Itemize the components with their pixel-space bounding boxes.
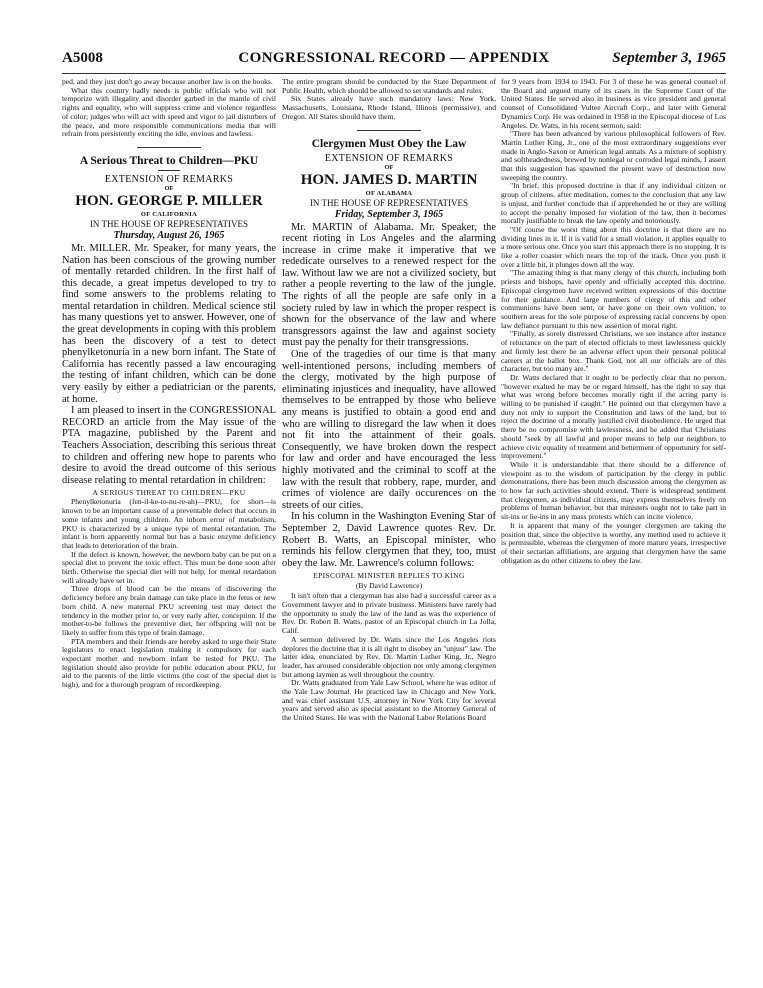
column-1 [62, 78, 276, 978]
member-name: HON. JAMES D. MARTIN [300, 171, 478, 188]
extension-heading: EXTENSION OF REMARKS [104, 173, 234, 185]
paragraph: "Finally, as sorely distressed Christians, we see instance after instance of reluctance on the part of elected officials to meet lawlessness quickly and firmly lest there be an adverse effect upon their personal political careers at the ballot box. Thank God, not all our officials are of this character, but too many are." [501, 329, 726, 374]
extension-heading: EXTENSION OF REMARKS [324, 152, 454, 164]
paragraph: While it is understandable that there should be a difference of viewpoint as to the wisdom of participation by the clergy in public demonstrations, there has been much discussion among the clergymen as to how far such activities should extend. There is widespread sentiment that clergymen, as individual citizens, may express themselves freely on problems of human behavior, but that ministers ought not to take part in sit-ins or lie-ins in any mass protests which can incite violence. [501, 459, 726, 522]
page-header [62, 50, 726, 72]
title-divider [158, 170, 180, 171]
paragraph: Mr. MILLER. Mr. Speaker, for many years, the Nation has been conscious of the growing number of mentally retarded children. In the first half of this decade, a great impetus developed to try to find some answers to the problems relating to mental retardation in children. Medical science stil has many questions yet to answer. However, one of the great developments in coping with this problem has been the discovery of a test to detect phenylketonuria in a new born infant. The State of California has recently passed a law encouraging the testing of infant children, which can be done very easily by either a pediatrician or the parents, at home. [62, 242, 276, 405]
of-label: OF [164, 184, 174, 192]
paragraph: The entire program should be conducted by the State Department of Public Health, which should be allowed to set standards and rules. [282, 78, 496, 95]
paragraph: I am pleased to insert in the CONGRESSIONAL RECORD an article from the May issue of the PTA magazine, published by the Parent and Teachers Association, describing this serious threat to children and offering new hope to parents who desire to avoid the dread outcome of this serious disease relating to mental retardation in children: [62, 405, 276, 486]
paragraph: Six States already have such mandatory laws: New York, Massachusetts, Louisiana, Rhode Island, Illinois (permissive), and Oregon. All States should have them. [282, 94, 496, 121]
paragraph: Phenylketonuria (fen-il-ke-to-nu-re-ah)—PKU, for short—is known to be an important cause of a preventable defect that occurs in some infants and young children. An inborn error of metabolism, PKU is characterized by a unique type of mental retardation. The infant is born apparently normal but has a basic enzyme deficiency that leads to deterioration of the brain. [62, 497, 276, 550]
article-title: EPISCOPAL MINISTER REPLIES TO KING [313, 571, 465, 581]
paragraph: Mr. MARTIN of Alabama. Mr. Speaker, the recent rioting in Los Angeles and the alarming increase in crime make it imperative that we rededicate ourselves to a renewed respect for the law. Without law we are not a civilized society, but rather a people reverting to the law of the jungle. The rights of all the people are safe only in a society ruled by law in which the proper respect is shown for the observance of the law and where transgressors against the law and against society must pay the penalty for their transgressions. [282, 221, 496, 349]
publication-title: CONGRESSIONAL RECORD — APPENDIX [238, 50, 550, 66]
paragraph: Three drops of blood can be the means of discovering the deficiency before any brain damage can take place in the fetus or new born child. A new maternal PKU screening test may detect the tendency in the mother prior to, or very early after, conception. If the mother-to-be follows the preventive diet, her offspring will not be likely to suffer from this type of brain damage. [62, 584, 276, 637]
paragraph: A sermon delivered by Dr. Watts since the Los Angeles riots deplores the doctrine that it is all right to disobey an "unjust" law. The latter idea, enunciated by Rev. Dr. Martin Luther King, Jr., Negro leader, has aroused considerable objection not only among clergymen but among laymen as well throughout the country. [282, 634, 496, 679]
member-state: OF ALABAMA [365, 189, 413, 197]
paragraph: One of the tragedies of our time is that many well-intentioned persons, including members of the clergy, motivated by the high purpose of eliminating injustices and inequality, have allowed themselves to be entrapped by those who believe any means is justified to obtain a good end and who are willing to disregard the law when it does not fit into the attainment of their goals. Consequently, we have broken down the respect for law and order and have encouraged the less highly motivated and the criminal to scoff at the law with the result that robbery, rape, murder, and crimes of violence are daily occurences on the streets of our cities. [282, 349, 496, 511]
paragraph: PTA members and their friends are hereby asked to urge their State legislators to enact legislation making it compulsory for each expectant mother and newborn infant be tested for PKU. The legislation should also provide for public education about PKU, for aid to the parents of the little victims (the cost of the special diet is high), and for a thorough program of recordkeeping. [62, 636, 276, 690]
remarks-date: Friday, September 3, 1965 [334, 208, 444, 220]
paragraph: Dr. Watts graduated from Yale Law School, where he was editor of the Yale Law Journal. He practiced law in Chicago and New York, and was chief assistant U.S. attorney in New York City for several years and served also as special assistant to the Attorney General of the United States. He was with the National Labor Relations Board [282, 678, 496, 723]
section-title: A Serious Threat to Children—PKU [79, 154, 259, 167]
paragraph: In his column in the Washington Evening Star of September 2, David Lawrence quotes Rev. Dr. Robert B. Watts, an Episcopal minister, who reminds his fellow clergymen that they, too, must obey the law. Mr. Lawrence's column follows: [282, 511, 496, 569]
paragraph: for 9 years from 1934 to 1943. For 3 of these he was general counsel of the Board and argued many of its cases in the Supreme Court of the United States. He served also in business as vice president and general counsel of Consolidated Vultee Aircraft Corp., and later with General Dynamics Corp. He was ordained in 1958 in the Episcopal diocese of Los Angeles. Dr. Watts, in his recent sermon, said: [501, 78, 726, 130]
paragraph: If the defect is known, however, the newborn baby can be put on a special diet to prevent the toxic effect. This must be done soon after birth. Otherwise the special diet will not help, for mental retardation will already have set in. [62, 549, 276, 585]
article-title: A SERIOUS THREAT TO CHILDREN—PKU [92, 488, 246, 498]
paragraph: "There has been advanced by various philosophical followers of Rev. Martin Luther King, Jr., one of the most extraordinary suggestions ever made in Anglo-Saxon or American legal annals. As a mixture of sophistry and softheadedness, brewed by nonlegal or corroded legal minds, I assert that this suggestion has spawned the present wave of destruction now sweeping the country. [501, 129, 726, 182]
remarks-date: Thursday, August 26, 1965 [113, 229, 225, 241]
page-number: A5008 [62, 50, 103, 66]
paragraph: ped, and they just don't go away because another law is on the books. [62, 78, 273, 86]
chamber-label: IN THE HOUSE OF REPRESENTATIVES [89, 218, 249, 229]
header-rule [62, 73, 726, 74]
member-name: HON. GEORGE P. MILLER [75, 192, 263, 209]
chamber-label: IN THE HOUSE OF REPRESENTATIVES [309, 197, 469, 208]
paragraph: "Of course the worst thing about this doctrine is that there are no dividing lines in it. If it is valid for a small violation, it applies equally to a more serious one. Once you start this approach there is no stopping. It is like a roller coaster which nears the top of the track. Once you push it over a little bit, it plunges down all the way. [501, 224, 726, 269]
paragraph: It isn't often that a clergyman has also had a successful career as a Government lawyer and in private business. Ministers have rarely had the opportunity to study the law of the land as was the experience of Rev. Dr. Robert B. Watts, pastor of an Episcopal church in La Jolla, Calif. [282, 591, 496, 636]
paragraph: What this country badly needs is public officials who will not temporize with illegality and disorder garbed in the mantle of civil rights and equality, who will suppress crime and violence regardless of color; judges who will act with speed and vigor to jail disturbers of the peace, and more responsible communications media that will refrain from persistently exciting the idle, envious and lawless. [62, 85, 276, 139]
header-date: September 3, 1965 [612, 50, 726, 66]
paragraph: Dr. Watts declared that it ought to be perfectly clear that no person, "however exalted he may be or regard himself, has the right to say that what was wrong before becomes morally right if the acting party is willing to be punished if caught." He pointed out that clergymen have a duty not only to support the Constitution and laws of the land, but to reject the doctrine of a morally justified civil disobedience. He urged that there be no compromise with lawlessness, and he added that Christians should "seek by all lawful and proper means to help our neighbors to achieve civic equality of treatment and betterment of opportunity for self-improvement." [501, 372, 726, 461]
member-state: OF CALIFORNIA [140, 210, 198, 218]
column-2 [282, 78, 496, 978]
section-divider [357, 130, 421, 131]
article-byline: (By David Lawrence) [355, 581, 423, 591]
paragraph: It is apparent that many of the younger clergymen are taking the position that, since the objective is worthy, any method used to achieve it is permissible, whereas the clergymen of more mature years, irrespective of their sectarian affiliations, are arguing that clergymen have the same obligation as do other citizens to obey the law. [501, 520, 726, 565]
of-label: OF [384, 163, 394, 171]
paragraph: "The amazing thing is that many clergy of this church, including both priests and bishops, have openly and officially accepted this doctrine. Episcopal clergymen have received written expressions of this doctrine for their guidance. And large numbers of clergy of this and other communions have been sent, or have gone on their own volition, to southern areas for the sole purpose of expressing racial concerns by open law defiance pursuant to this new assertion of moral right. [501, 268, 726, 330]
section-title: Clergymen Must Obey the Law [311, 137, 467, 150]
paragraph: "In brief, this proposed doctrine is that if any individual citizen or group of citizens, after meditation, comes to the conclusion that any law is unjust, and further conclude that if apprehended he or they are willing to accept the penalty imposed for violation of the law, then it becomes morally justifiable to break the law openly and notoriously. [501, 181, 726, 226]
column-3 [501, 78, 726, 978]
section-divider [137, 147, 201, 148]
